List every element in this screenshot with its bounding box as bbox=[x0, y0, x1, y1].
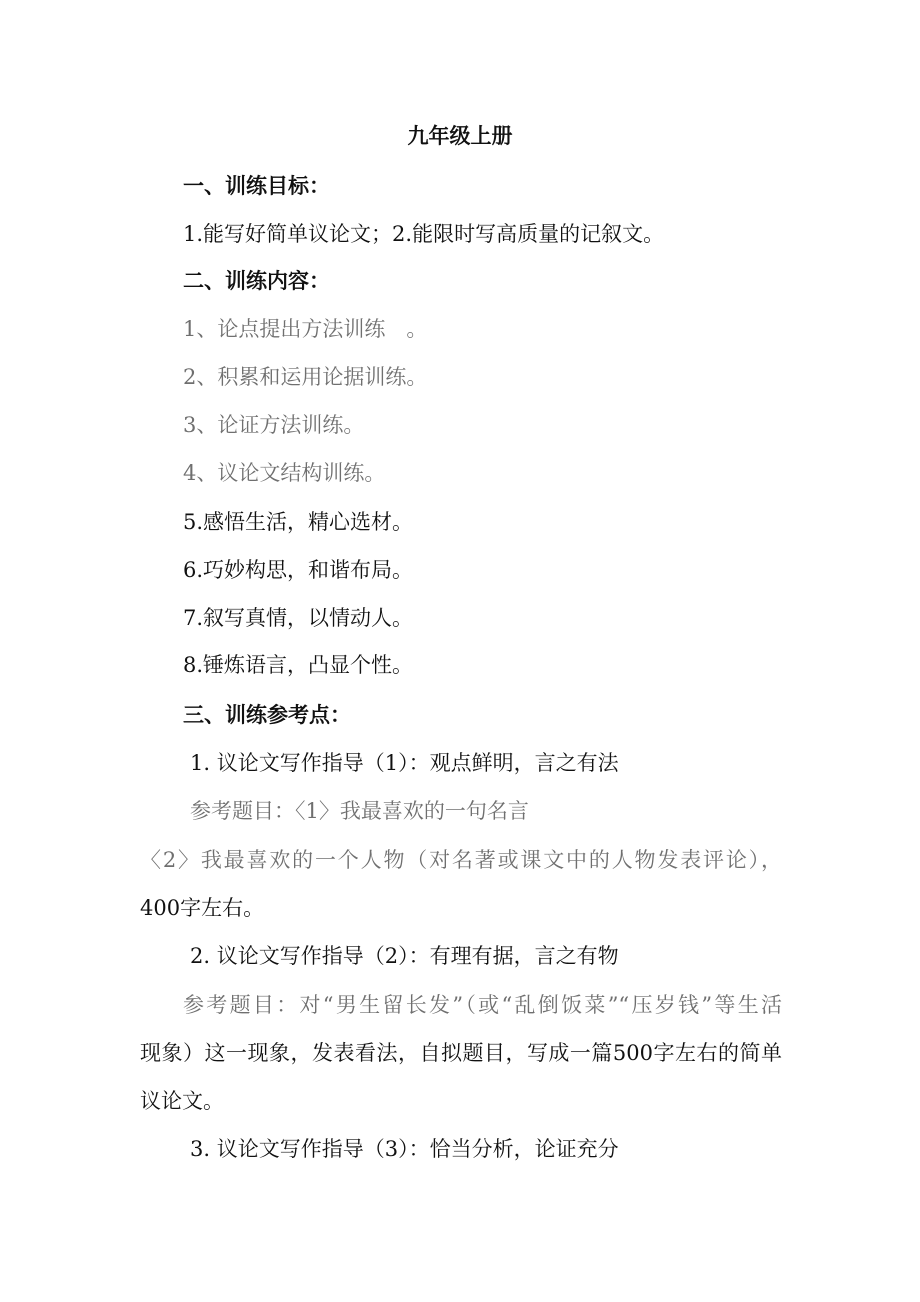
guide-3-title: 3. 议论文写作指导（3）：恰当分析，论证充分 bbox=[190, 1137, 619, 1161]
content-item-8: 8.锤炼语言，凸显个性。 bbox=[183, 653, 414, 677]
goals-text: 1.能写好简单议论文；2.能限时写高质量的记叙文。 bbox=[183, 222, 665, 246]
content-item-5: 5.感悟生活，精心选材。 bbox=[183, 510, 414, 534]
guide-2-topic-2: 现象）这一现象，发表看法，自拟题目，写成一篇500字左右的简单 bbox=[140, 1041, 782, 1065]
section-heading-reference: 三、训练参考点： bbox=[183, 702, 351, 727]
content-item-2: 2、积累和运用论据训练。 bbox=[183, 365, 428, 389]
guide-1-title: 1. 议论文写作指导（1）：观点鲜明，言之有法 bbox=[190, 751, 619, 775]
guide-2-title: 2. 议论文写作指导（2）：有理有据，言之有物 bbox=[190, 944, 619, 968]
section-heading-goals: 一、训练目标： bbox=[183, 173, 330, 198]
guide-1-topic-3: 400字左右。 bbox=[140, 896, 265, 920]
guide-2-topic-3: 议论文。 bbox=[140, 1089, 224, 1113]
content-item-3: 3、论证方法训练。 bbox=[183, 413, 365, 437]
guide-1-topic-1: 参考题目：〈1〉我最喜欢的一句名言 bbox=[190, 799, 529, 823]
content-item-4: 4、议论文结构训练。 bbox=[183, 461, 386, 485]
content-item-6: 6.巧妙构思，和谐布局。 bbox=[183, 558, 414, 582]
guide-1-topic-2: 〈2〉我最喜欢的一个人物（对名著或课文中的人物发表评论）， bbox=[140, 848, 782, 872]
guide-2-topic-1: 参考题目：对“男生留长发”（或“乱倒饭菜”“压岁钱”等生活 bbox=[183, 993, 782, 1017]
page-title: 九年级上册 bbox=[407, 123, 513, 148]
content-item-1: 1、论点提出方法训练 。 bbox=[183, 317, 428, 341]
content-item-7: 7.叙写真情，以情动人。 bbox=[183, 606, 414, 630]
section-heading-content: 二、训练内容： bbox=[183, 268, 330, 293]
